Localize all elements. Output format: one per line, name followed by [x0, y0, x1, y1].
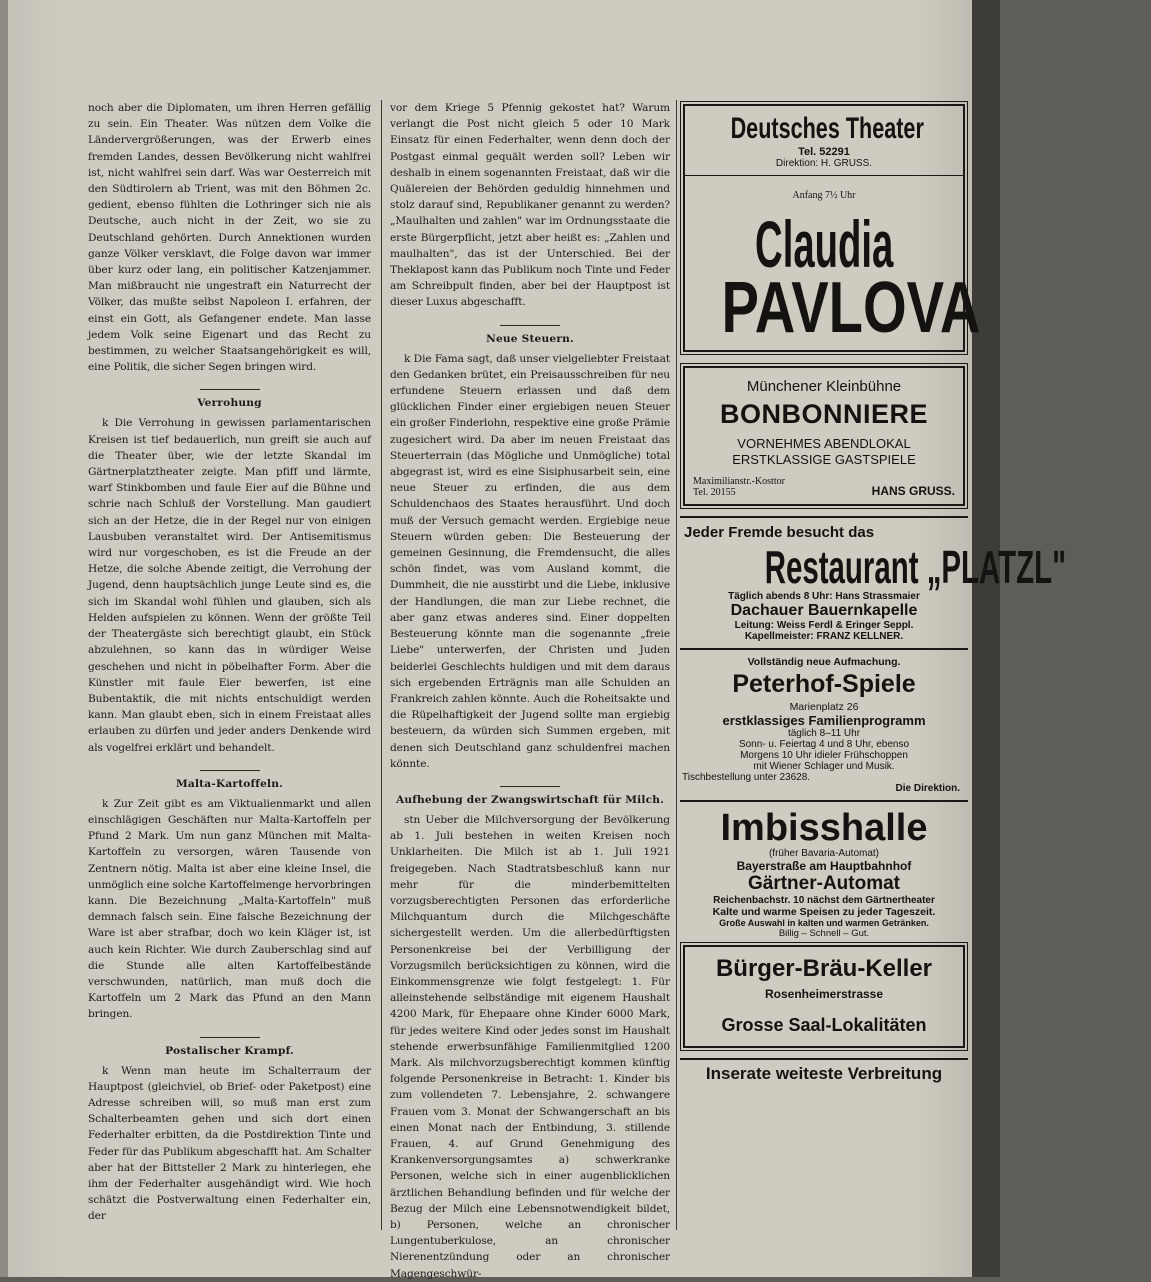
article-heading-malta: Malta-Kartoffeln.: [175, 777, 284, 790]
theater-title: Deutsches Theater: [730, 112, 924, 145]
platzl-kapellmeister: Kapellmeister: FRANZ KELLNER.: [744, 631, 904, 642]
peterhof-time: täglich 8–11 Uhr: [787, 728, 861, 739]
platzl-name: Restaurant „PLATZL": [764, 541, 1067, 593]
ad-bonbonniere: [683, 366, 965, 506]
imbiss-motto: Billig – Schnell – Gut.: [778, 928, 870, 939]
theater-tel: Tel. 52291: [798, 146, 850, 158]
peterhof-morning: Morgens 10 Uhr idieler Frühschoppen: [740, 750, 908, 761]
imbiss-street: Bayerstraße am Hauptbahnhof: [736, 859, 912, 873]
star-first-name: Claudia: [754, 207, 894, 281]
peterhof-name: Peterhof-Spiele: [732, 670, 916, 698]
advertisement-column: [680, 104, 1067, 1090]
article-column-middle: [390, 100, 670, 1282]
bonbonniere-line3: ERSTKLASSIGE GASTSPIELE: [732, 452, 916, 467]
ad-buerger-braeu-keller: [683, 945, 965, 1048]
imbiss-automat: Gärtner-Automat: [747, 873, 900, 894]
peterhof-program: erstklassiges Familienprogramm: [722, 713, 926, 728]
imbiss-drinks: Große Auswahl in kalten und warmen Getränken.: [719, 918, 929, 928]
peterhof-booking: Tischbestellung unter 23628.: [682, 772, 811, 783]
bonbonniere-tel: Tel. 20155: [693, 487, 736, 498]
section-divider: [500, 325, 560, 326]
article-heading-steuern: Neue Steuern.: [486, 332, 574, 345]
peterhof-signature: Die Direktion.: [895, 783, 960, 794]
bonbonniere-subtitle: Münchener Kleinbühne: [746, 378, 902, 395]
section-divider: [200, 389, 260, 390]
buerger-name: Bürger-Bräu-Keller: [715, 955, 933, 982]
section-divider: [200, 770, 260, 771]
article-heading-krampf: Postalischer Krampf.: [165, 1044, 294, 1057]
article-paragraph: k Wenn man heute im Schalterraum der Hauptpost (gleichviel, ob Brief- oder Paketpost) eine Adresse schreiben will, so muß man erst zum Schalterbeamten gehen und sich dort einen Federhalter erbitten, da die Postdirektion Tinte und Feder für das Publikum abgeschafft hat. Am Schalter aber hat der Bittsteller 2 Mark zu hinterlegen, ehe ihm der Federhalter ausgehändigt wird. Wie hoch schätzt die Postverwaltung einen Federhalter ein, der: [88, 1064, 371, 1223]
peterhof-top: Vollständig neue Aufmachung.: [747, 656, 901, 668]
article-paragraph: k Zur Zeit gibt es am Viktualienmarkt und allen einschlägigen Geschäften nur Malta-Kartoffeln per Pfund 2 Mark. Um nun ganz München mit Malta-Kartoffeln zu versorgen, wären Tausende von Zentnern nötig. Malta ist aber eine kleine Insel, die unmöglich eine solche Kartoffelmenge hervorbringen kann. Die Bezeichnung „Malta-Kartoffeln" muß demnach falsch sein. Eine falsche Bezeichnung der Ware ist aber strafbar, doch wo kein Kläger ist, ist auch kein Richter. Wie durch Zauberschlag sind auf die Stunde alle alten Kartoffelbestände verschwunden, natürlich, man muß doch die Kartoffeln um 2 Mark das Pfund an den Mann bringen.: [88, 797, 371, 1021]
ad-platzl: [680, 516, 1067, 642]
theater-direktion: Direktion: H. GRUSS.: [775, 158, 873, 169]
bonbonniere-line2: VORNEHMES ABENDLOKAL: [737, 436, 911, 451]
buerger-street: Rosenheimerstrasse: [764, 987, 884, 1001]
article-paragraph: noch aber die Diplomaten, um ihren Herren gefällig zu sein. Ein Theater. Was nützen dem Volke die Ländervergrößerungen, was der Erwerb eines fremden Landes, dessen Bevölkerung nicht wahlfrei ist, nicht wahlfrei sein darf. Was war Oesterreich mit den Südtirolern ab Trient, was mit den Böhmen 2c. gedient, ebenso fühlten die Lothringer sich nie als Deutsche, auch nicht in der Zeit, wo sie zu Deutschland gehörten. Durch Annektionen wurden ganze Völker versklavt, die Folge davon war immer über kurz oder lang, ein politischer Katzenjammer. Man mißbraucht nie ungestraft ein Naturrecht der Völker, das mußte selbst Napoleon I. erfahren, der einst ein Gott, als Gefangener endete. Man lasse jedem Volk seine Eigenart und das Recht zu bestimmen, zu welcher Staatsangehörigkeit es will, eine Politik, die sicher Segen bringen wird.: [88, 102, 371, 374]
ad-imbisshalle: [680, 800, 968, 939]
article-column-left: [88, 100, 371, 1225]
article-heading-milch: Aufhebung der Zwangswirtschaft für Milch.: [395, 793, 665, 806]
theater-start-time: Anfang 7½ Uhr: [792, 190, 856, 201]
column-rule: [381, 100, 382, 1230]
footer-text: Inserate weiteste Verbreitung: [705, 1064, 943, 1083]
imbiss-former: (früher Bavaria-Automat): [768, 848, 880, 859]
page-right-edge: [972, 0, 1000, 1277]
bonbonniere-address: Maximilianstr.-Kosttor: [693, 476, 785, 487]
peterhof-sunday: Sonn- u. Feiertag 4 und 8 Uhr, ebenso: [738, 739, 910, 750]
buerger-halls: Grosse Saal-Lokalitäten: [721, 1015, 927, 1035]
bonbonniere-owner: HANS GRUSS.: [871, 484, 955, 498]
article-paragraph: vor dem Kriege 5 Pfennig gekostet hat? Warum verlangt die Post nicht gleich 5 oder 10 Mark Einsatz für einen Federhalter, wenn denn doch der Postgast einmal gequält werden soll? Leben wir deshalb in einem sogenannten Freistaat, daß wir die Quälereien der Behörden geduldig hinnehmen und stolz darauf sind, Republikaner genannt zu werden? „Maulhalten und zahlen" war im Ordnungsstaate die erste Bürgerpflicht, jetzt aber heißt es: „Zahlen und maulhalten", das ist der Unterschied. Bei der Theklapost kann das Publikum noch Tinte und Feder am Schreibpult finden, aber bei der Hauptpost ist dieser Luxus abgeschafft.: [390, 102, 670, 309]
ad-peterhof: [680, 648, 968, 794]
imbiss-name: Imbisshalle: [720, 807, 928, 849]
column-rule: [676, 100, 677, 1230]
bonbonniere-name: BONBONNIERE: [719, 399, 928, 429]
ad-deutsches-theater: [683, 104, 981, 352]
imbiss-second-location: Reichenbachstr. 10 nächst dem Gärtnertheater: [713, 895, 935, 906]
platzl-band: Dachauer Bauernkapelle: [730, 602, 918, 619]
platzl-intro: Jeder Fremde besucht das: [684, 524, 875, 541]
peterhof-address: Marienplatz 26: [789, 701, 859, 713]
section-divider: [500, 786, 560, 787]
section-divider: [200, 1037, 260, 1038]
article-paragraph: k Die Fama sagt, daß unser vielgeliebter Freistaat den Gedanken brütet, ein Preisausschreiben für neu erfundene Steuern erlassen und daß dem glücklichen Finder einer ergiebigen neuen Steuer ein großer Finderlohn, respektive eine große Prämie zugesichert wird. Da aber im neuen Freistaat das Steuerterrain (das Mögliche und Unmögliche) total abgegrast ist, wird es eine Sisiphusarbeit sein, eine neue Steuer zu erfinden, die aus dem Schuldenchaos des Staates herausführt. Und doch muß der Versuch gemacht werden. Ergiebige neue Steuern würden geben: Die Besteuerung der gemeinen Gesinnung, die Fremdensucht, die alles schön findet, was vom Ausland kommt, die Dummheit, die nie ausstirbt und die Liebe, inklusive der Handlungen, die man zur Liebe rechnet, die aber ganz etwas anderes sind. Einer doppelten Besteuerung könnte man die sogenannte „freie Liebe" unterwerfen, der Christen und Juden beiderlei Geschlechts huldigen und mit dem daraus sich ergebenden Erträgnis man alle Schulden an Frankreich zahlen könnte. Auch die Roheitsakte und die Rüpelhaftigkeit der Jugend sollte man ergiebig besteuern, da würden sich Summen ergeben, mit denen sich Deutschland ganz schuldenfrei machen könnte.: [390, 352, 670, 770]
peterhof-music: mit Wiener Schlager und Musik.: [753, 761, 895, 772]
platzl-show-time: Täglich abends 8 Uhr: Hans Strassmaier: [728, 591, 920, 602]
article-heading-verrohung: Verrohung: [197, 397, 262, 410]
article-paragraph: stn Ueber die Milchversorgung der Bevölkerung ab 1. Juli bestehen in weiten Kreisen noch Unklarheiten. Die Milch ist ab 1. Juli 1921 freigegeben. Nach Stadtratsbeschluß kann nur mehr für die minderbemittelten vorzugsberechtigten Personen das erforderliche Milchquantum durch die Milchgeschäfte sichergestellt werden. Um die allerbedürftigsten Personenkreise bei der Verbilligung der Vorzugsmilch berücksichtigen zu können, wird die Einkommensgrenze wie folgt festgelegt: 1. Für alleinstehende selbständige mit eigenem Haushalt 4200 Mark, für Ehepaare ohne Kinder 6000 Mark, für jedes weitere Kind oder jedes sonst im Haushalt stehende erwerbsunfähige Familienmitglied 1200 Mark. Als milchvorzugsberechtigt kommen künftig folgende Personenkreise in Betracht: 1. Kinder bis zum vollendeten 7. Lebensjahre, 2. schwangere Frauen vom 3. Monat der Schwangerschaft an bis einen Monat nach der Entbindung, 3. stillende Frauen, 4. auf Grund Genehmigung des Krankenversorgungsamtes a) schwerkranke Personen, welche sich in einer augenblicklichen ärztlichen Behandlung befinden und für welche der Bezug der Milch eine Lebensnotwendigkeit bildet, b) Personen, welche an chronischer Lungentuberkulose, an chronischer Nierenentzündung oder an chronischer Magengeschwür-: [390, 813, 670, 1280]
article-paragraph: k Die Verrohung in gewissen parlamentarischen Kreisen ist tief bedauerlich, nun greift sie auch auf die Theater über, wie der letzte Skandal im Gärtnerplatztheater zeigte. Man pfiff und lärmte, warf Stinkbomben und faule Eier auf die Bühne und schrie nach Schluß der Vorstellung. Man gaudiert sich an der Hetze, die in der Regel nur von einigen Lausbuben veranstaltet wird. Der Antisemitismus wird nur vorgeschoben, es ist die Freude an der Hetze, die solche Abende zeitigt, die Verrohung der Jugend, denn hauptsächlich junge Leute sind es, die sich im Skandal wohl fühlen und glauben, sich als Helden aufspielen zu können. Wenn der größte Teil der Theatergäste sich berechtigt glaubt, ein Stück abzulehnen, so kann das in würdiger Weise geschehen und nicht in pöbelhafter Form. Aber die Künstler mit faule Eier bewerfen, ist eine Bubentaktik, die mit nichts entschuldigt werden kann. Man glaubt eben, sich in einem Freistaat alles erlauben zu dürfen und jeder anders Denkende wird als vogelfrei erklärt und behandelt.: [88, 417, 371, 754]
platzl-leitung: Leitung: Weiss Ferdl & Eringer Seppl.: [734, 620, 914, 631]
ad-footer: [680, 1058, 968, 1084]
page-left-edge: [0, 0, 8, 1277]
star-last-name: PAVLOVA: [721, 268, 981, 348]
imbiss-food: Kalte und warme Speisen zu jeder Tageszeit.: [712, 906, 936, 918]
